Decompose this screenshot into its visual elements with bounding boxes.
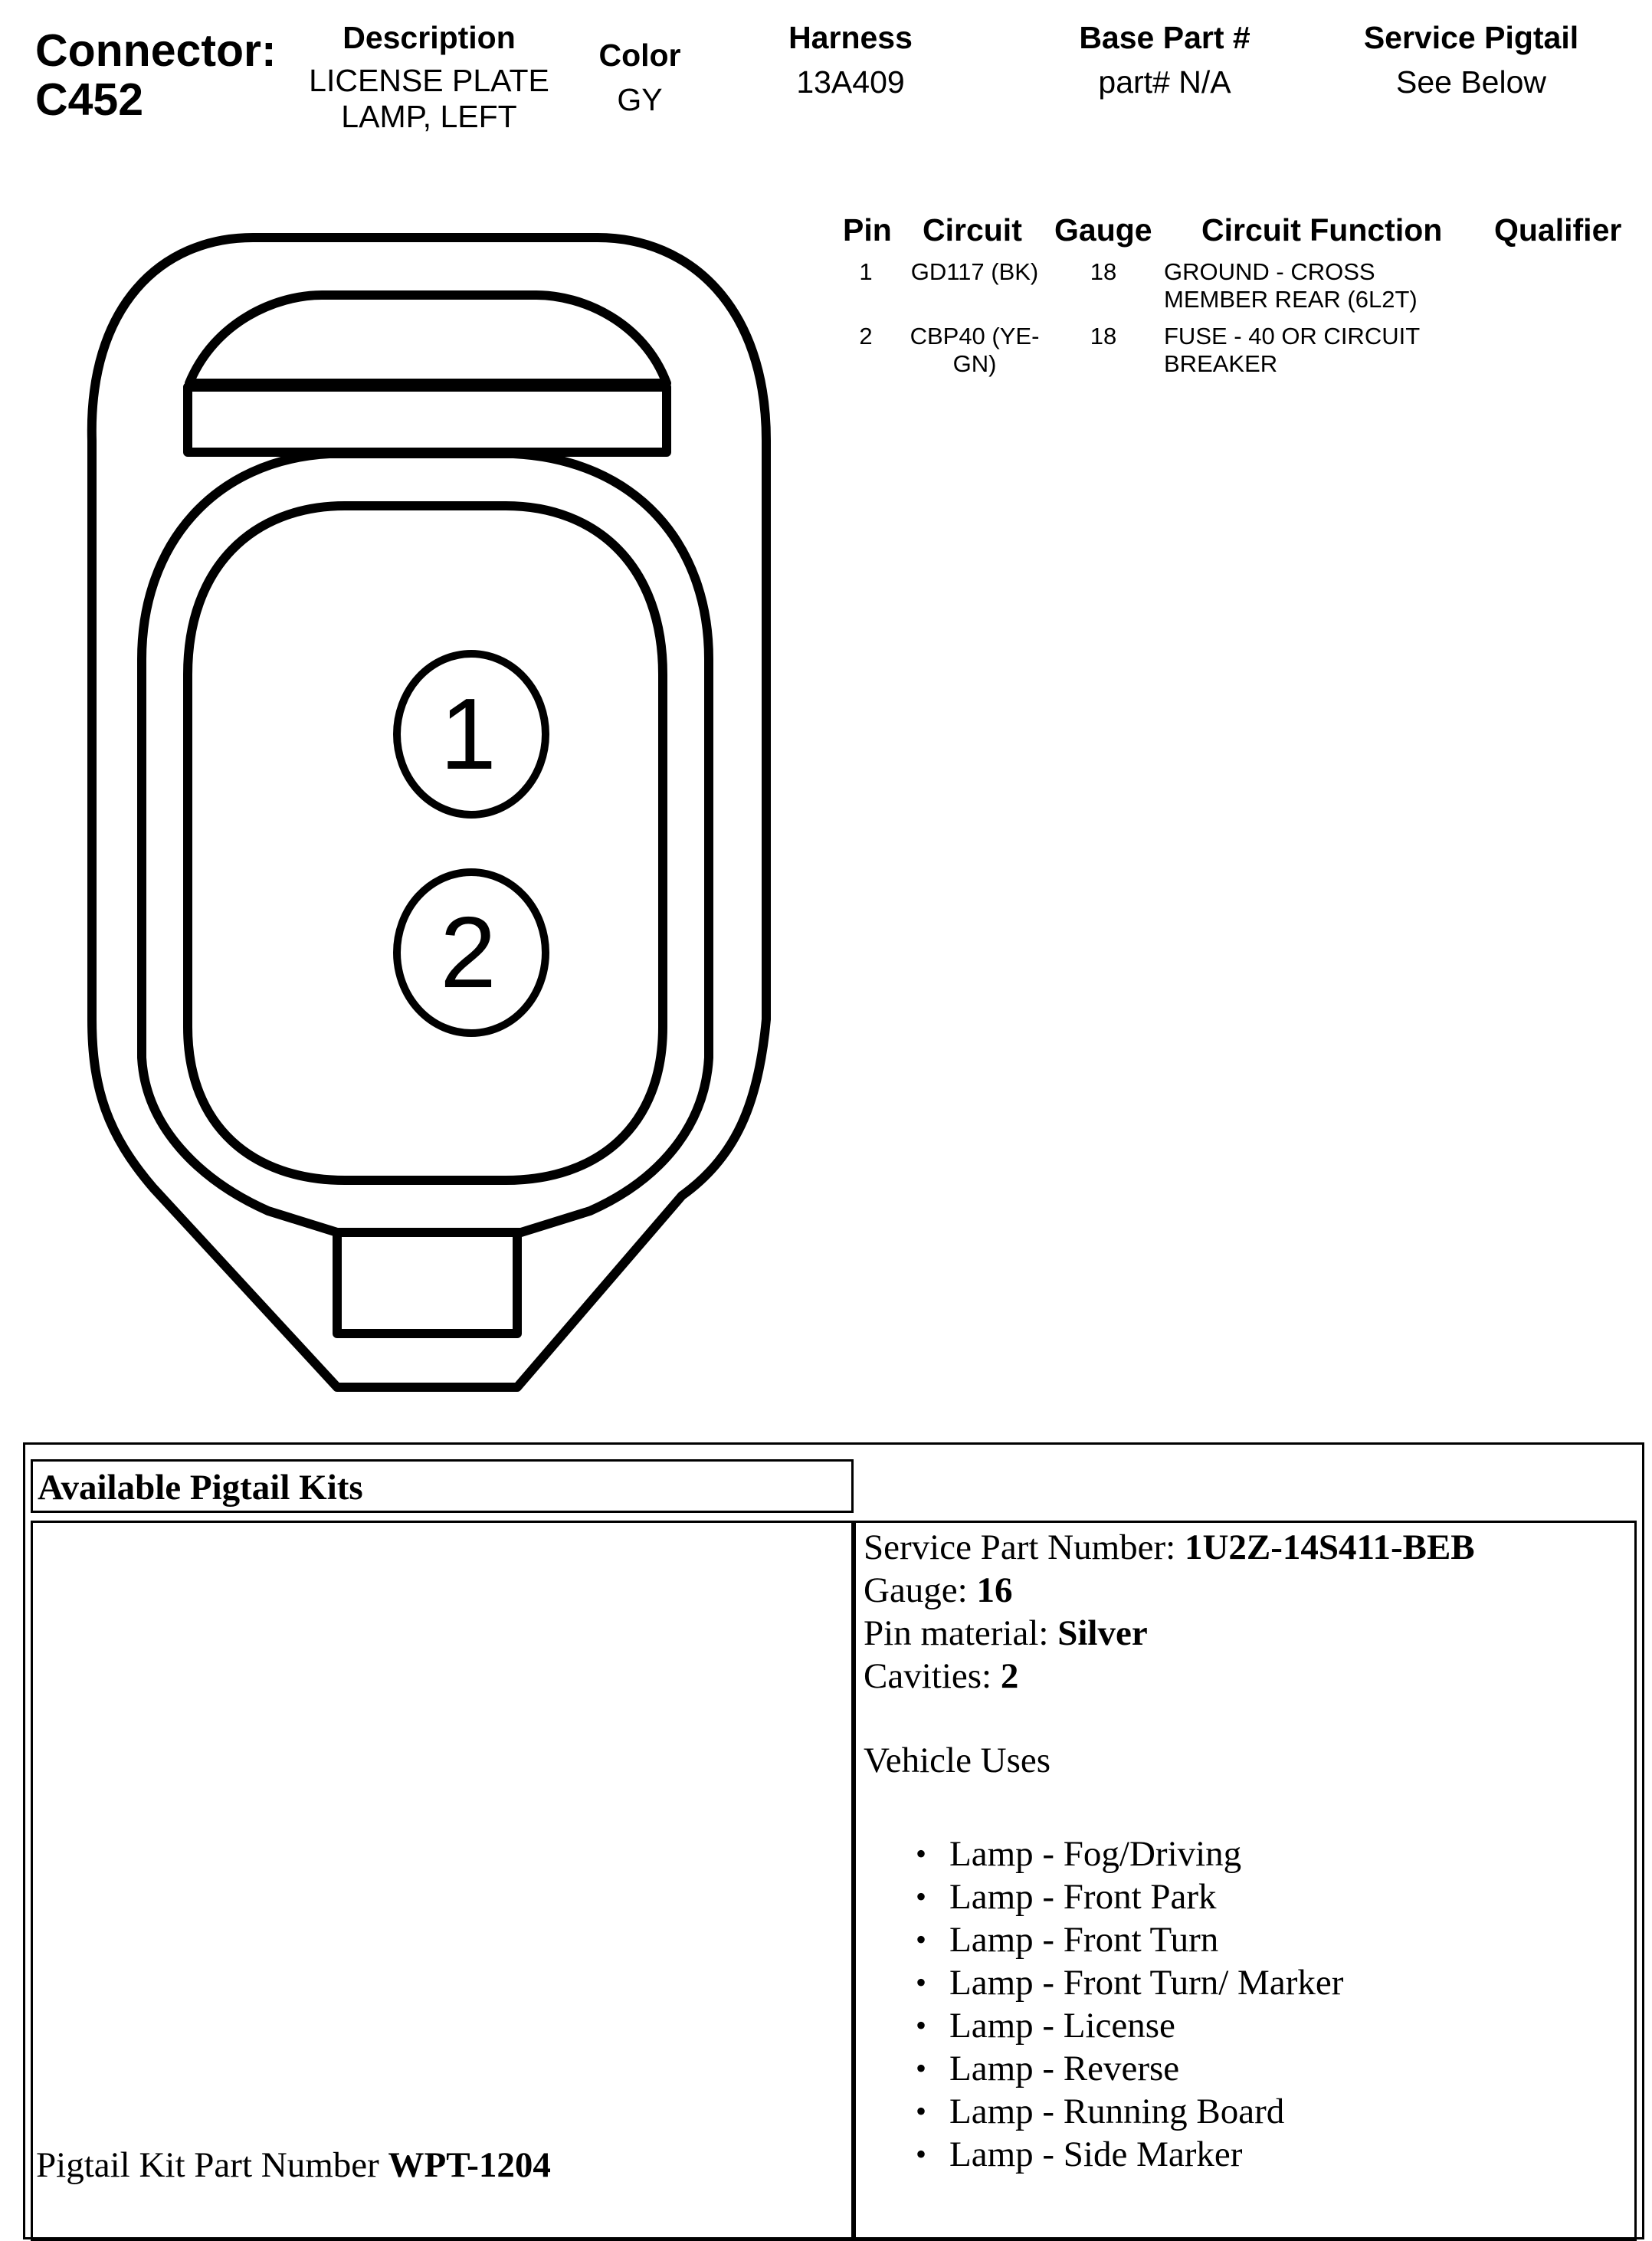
header-service-pigtail [1333, 18, 1609, 100]
pigtail-kit-part [36, 2144, 551, 2187]
list-item: • Lamp - Fog/Driving [856, 1833, 1343, 1875]
color-heading: Color [598, 38, 681, 73]
pin-function [1164, 323, 1420, 378]
list-item: • Lamp - License [856, 2004, 1343, 2047]
cavities-value: 2 [1000, 1656, 1019, 1696]
list-item: • Lamp - Front Turn [856, 1918, 1343, 1961]
connector-diagram [0, 192, 828, 1410]
pin-circuit-line: CBP40 (YE- [910, 323, 1040, 349]
cavity-label-1: 1 [440, 678, 497, 790]
pin-function-line: FUSE - 40 OR CIRCUIT [1164, 323, 1421, 349]
connector-key-tab [337, 1232, 517, 1334]
kit-part-label: Pigtail Kit Part Number [36, 2145, 388, 2185]
connector-middle-body [142, 454, 709, 1232]
pin-number: 2 [859, 323, 873, 349]
pin-circuit-line: GD117 (BK) [910, 258, 1039, 285]
pin-function-line: GROUND - CROSS [1164, 258, 1375, 285]
list-item: • Lamp - Side Marker [856, 2133, 1343, 2176]
gauge-label: Gauge: [864, 1570, 977, 1610]
pin-circuit [898, 258, 1051, 286]
base-part-value: part# N/A [1098, 64, 1231, 100]
pin-material-label: Pin material: [864, 1613, 1058, 1653]
connector-id: C452 [35, 74, 144, 125]
connector-inner-cavity [188, 506, 663, 1180]
pin-table-header-circuit: Circuit [923, 212, 1022, 248]
header-description [291, 18, 567, 135]
vehicle-uses-label: Vehicle Uses [864, 1741, 1051, 1780]
pin-table-header-qualifier: Qualifier [1494, 212, 1622, 248]
gauge-row [864, 1569, 1475, 1612]
header-base-part [1042, 18, 1287, 100]
pigtail-title: Available Pigtail Kits [38, 1468, 363, 1508]
pin-table-header-gauge: Gauge [1054, 212, 1152, 248]
pin-gauge: 18 [1090, 323, 1117, 349]
description-value-line: LAMP, LEFT [341, 99, 517, 134]
service-part-label: Service Part Number: [864, 1527, 1185, 1567]
list-item: • Lamp - Front Turn/ Marker [856, 1961, 1343, 2004]
connector-label: Connector: [35, 25, 277, 76]
header-color [582, 36, 697, 118]
list-item: • Lamp - Front Park [856, 1875, 1343, 1918]
cavities-row [864, 1655, 1475, 1698]
pin-material-value: Silver [1057, 1613, 1148, 1653]
service-part-value: 1U2Z-14S411-BEB [1184, 1527, 1475, 1567]
cavities-label: Cavities: [864, 1656, 1001, 1696]
connector-latch-dome [189, 295, 667, 383]
description-value-line: LICENSE PLATE [309, 63, 549, 98]
connector-heading [35, 26, 277, 124]
pin-table-header-function: Circuit Function [1201, 212, 1443, 248]
header-harness [736, 18, 965, 100]
pigtail-info-cell [854, 1521, 1637, 2241]
harness-heading: Harness [788, 20, 913, 55]
service-part-row [864, 1526, 1475, 1569]
pin-function [1164, 258, 1418, 313]
pin-material-row [864, 1612, 1475, 1655]
pin-function-line: MEMBER REAR (6L2T) [1164, 286, 1418, 313]
kit-part-number: WPT-1204 [388, 2145, 551, 2185]
gauge-value: 16 [976, 1570, 1013, 1610]
list-item: • Lamp - Running Board [856, 2090, 1343, 2133]
service-pigtail-value: See Below [1395, 64, 1546, 100]
cavity-label-2: 2 [440, 896, 497, 1009]
vehicle-uses-list [856, 1833, 1343, 2176]
base-part-heading: Base Part # [1079, 20, 1250, 55]
pin-gauge: 18 [1090, 258, 1117, 285]
list-item: • Lamp - Reverse [856, 2047, 1343, 2090]
pigtail-info [864, 1526, 1475, 1782]
connector-latch-bar [188, 387, 667, 452]
pin-function-line: BREAKER [1164, 350, 1278, 377]
pigtail-title-cell [31, 1459, 854, 1513]
service-pigtail-heading: Service Pigtail [1363, 20, 1579, 55]
pigtail-kit-cell [31, 1521, 854, 2241]
pin-number: 1 [859, 258, 873, 285]
pin-circuit [898, 323, 1051, 378]
description-heading: Description [343, 20, 516, 55]
harness-value: 13A409 [796, 64, 905, 100]
color-value: GY [617, 82, 663, 117]
pin-table-header-pin: Pin [843, 212, 892, 248]
pin-circuit-line: GN) [952, 350, 997, 377]
